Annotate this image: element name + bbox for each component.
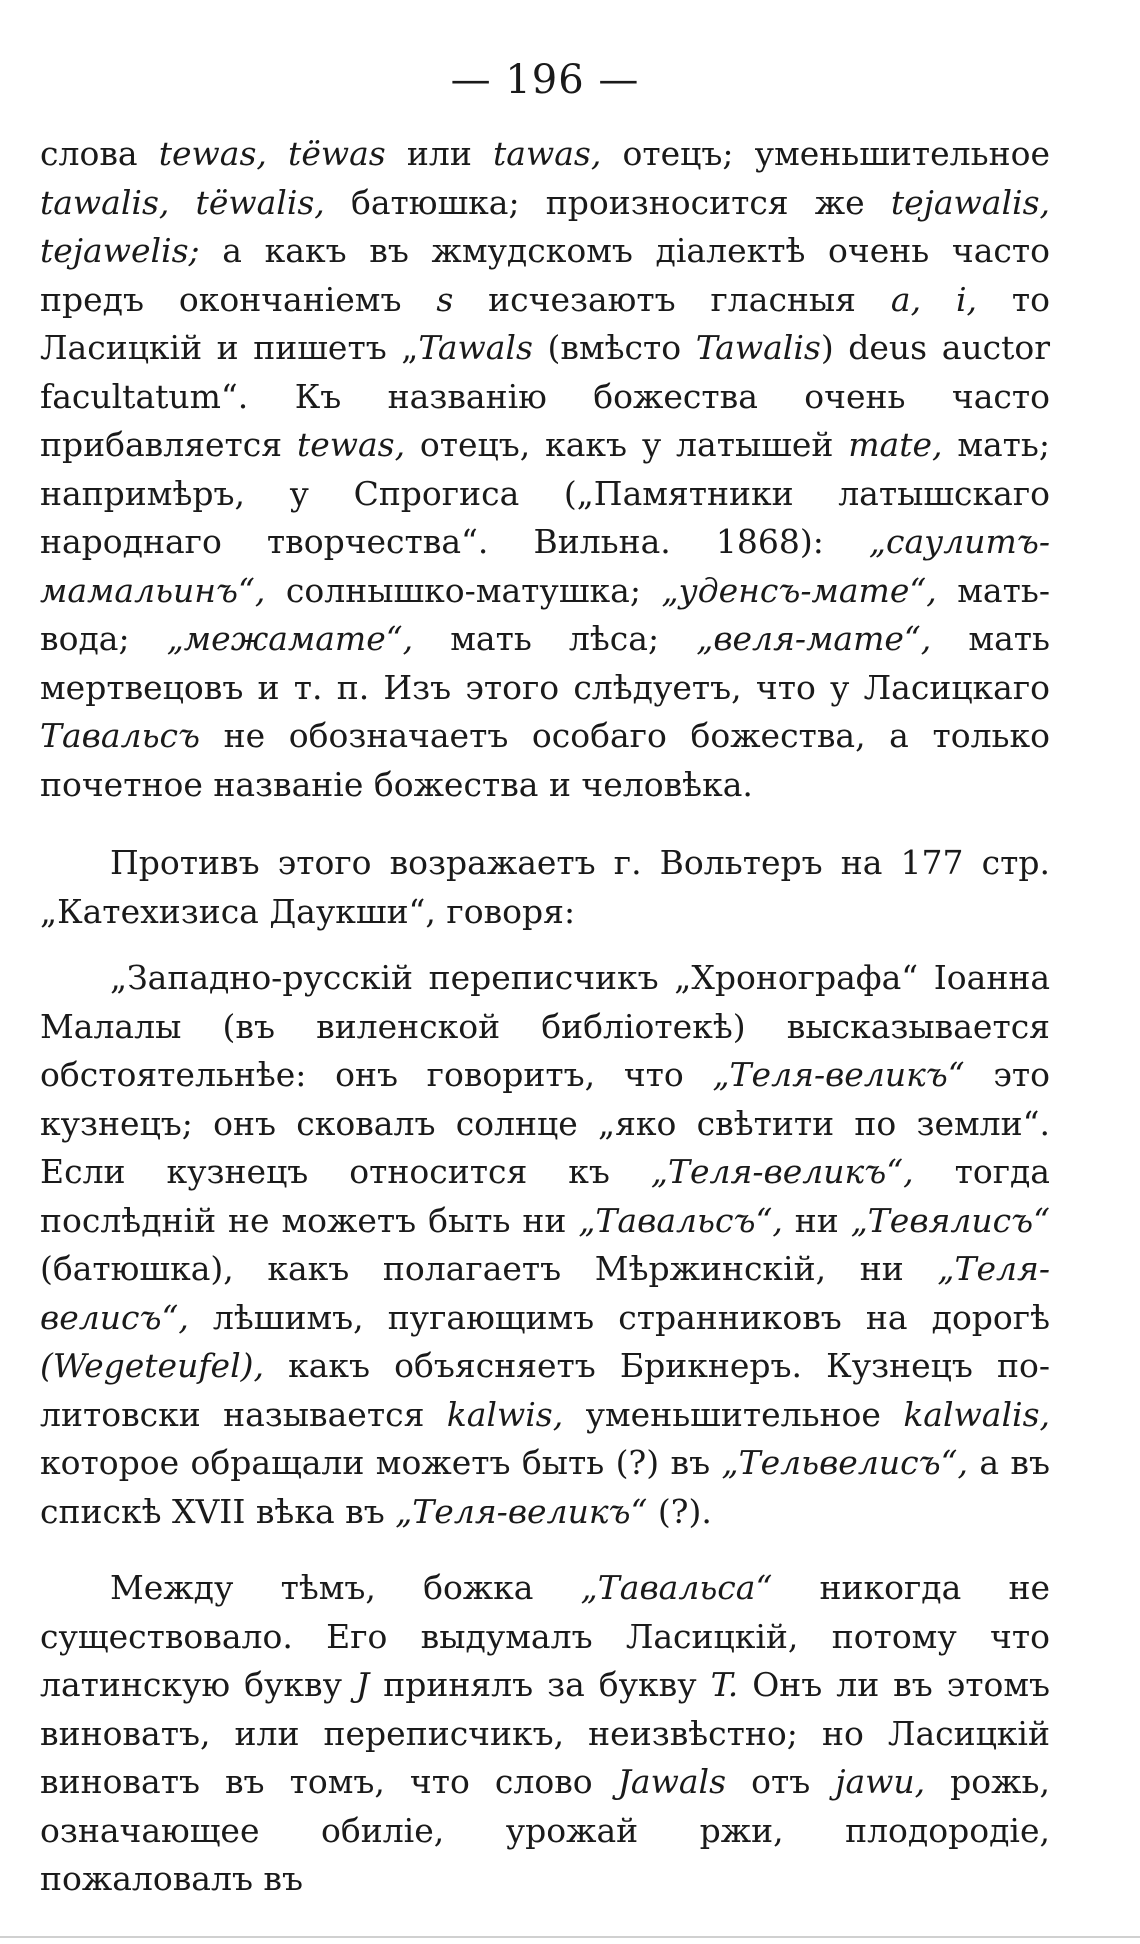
italic-term: „Теля-великъ“ bbox=[712, 1055, 965, 1094]
text-run: исчезаютъ гласныя bbox=[453, 279, 891, 319]
text-run: (?). bbox=[647, 1491, 712, 1531]
italic-term: (Wegeteufel), bbox=[40, 1346, 264, 1385]
text-run: то Ласицкій и пишетъ „ bbox=[40, 279, 1050, 367]
text-run: отецъ, какъ у латышей bbox=[405, 425, 849, 464]
italic-term: tewas, tëwas bbox=[158, 134, 386, 173]
paragraph-1 bbox=[40, 130, 1050, 809]
italic-term: „саулитъ-мамальинъ“, bbox=[40, 522, 1050, 610]
text-run: ни bbox=[782, 1200, 851, 1240]
paragraph-4 bbox=[40, 1564, 1050, 1904]
text-run: лѣшимъ, пугающимъ странниковъ на дорогѣ bbox=[188, 1297, 1050, 1337]
italic-term: s bbox=[436, 279, 454, 319]
text-run: солнышко-матушка; bbox=[265, 570, 662, 610]
text-run: это кузнецъ; онъ сковалъ солнце „яко свѣтити по земли“. Если кузнецъ относится къ bbox=[40, 1055, 1050, 1191]
text-run: или bbox=[385, 134, 494, 173]
text-run: мать мертвецовъ и т. п. Изъ этого слѣдуетъ, что у Ласицкаго bbox=[40, 619, 1050, 707]
italic-term: „Тевялисъ“ bbox=[850, 1200, 1050, 1240]
text-run: Между тѣмъ, божка bbox=[110, 1568, 581, 1607]
text-run: не обозначаетъ особаго божества, а только почетное названіе божества и человѣка. bbox=[40, 716, 1050, 804]
italic-term: jawu, bbox=[835, 1762, 926, 1801]
text-run: а въ спискѣ XVII вѣка въ bbox=[40, 1443, 1051, 1531]
italic-term: tewas, bbox=[296, 425, 406, 464]
italic-term: „Теля-велисъ“, bbox=[40, 1249, 1050, 1337]
italic-term: „веля-мате“, bbox=[696, 619, 932, 658]
italic-term: „Тавальса“ bbox=[580, 1568, 773, 1607]
text-run: Онъ ли въ этомъ виноватъ, или переписчикъ, неизвѣстно; но Ласицкій виноватъ въ томъ, что слово bbox=[40, 1665, 1050, 1801]
italic-term: „межамате“, bbox=[166, 619, 414, 658]
italic-term: Jawals bbox=[617, 1762, 727, 1801]
page-number: — 196 — bbox=[450, 57, 640, 103]
italic-term: „Теля-великъ“, bbox=[650, 1152, 914, 1191]
italic-term: Tawalis bbox=[695, 328, 821, 367]
italic-term: a, i, bbox=[890, 279, 977, 319]
text-run: отецъ; уменьшительное bbox=[601, 134, 1051, 173]
text-run: „Западно-русскій переписчикъ „Хронографа“ Іоанна Малалы (въ виленской библіотекѣ) высказывается обстоятельнѣе: онъ говоритъ, что bbox=[40, 958, 1050, 1094]
text-run: слова bbox=[40, 134, 159, 173]
text-run: (батюшка), какъ полагаетъ Мѣржинскій, ни bbox=[40, 1249, 938, 1288]
text-run: Противъ этого возражаетъ г. Вольтеръ на 177 стр. „Катехизиса Даукши“, говоря: bbox=[40, 843, 1050, 931]
text-run: а какъ въ жмудскомъ діалектѣ очень часто предъ окончаніемъ bbox=[40, 231, 1050, 319]
text-run: какъ объясняетъ Брикнеръ. Кузнецъ по-литовски называется bbox=[40, 1346, 1050, 1434]
italic-term: tawas, bbox=[493, 134, 602, 173]
text-run: мать-вода; bbox=[40, 570, 1050, 658]
text-run: принялъ за букву bbox=[369, 1665, 711, 1704]
text-run: батюшка; произносится же bbox=[324, 182, 891, 222]
text-run: никогда не существовало. Его выдумалъ Ласицкій, потому что латинскую букву bbox=[40, 1568, 1050, 1704]
text-run: отъ bbox=[726, 1762, 836, 1801]
italic-term: T. bbox=[710, 1665, 739, 1704]
book-page bbox=[40, 56, 1050, 1904]
text-run: мать лѣса; bbox=[413, 619, 697, 658]
paragraph-2 bbox=[40, 839, 1050, 936]
text-run: (вмѣсто bbox=[532, 328, 696, 367]
text-run: тогда послѣдній не можетъ быть ни bbox=[40, 1152, 1050, 1240]
text-run: рожь, означающее обиліе, урожай ржи, плодородіе, пожаловалъ въ bbox=[40, 1762, 1050, 1898]
italic-term: „Теля-великъ“ bbox=[395, 1491, 648, 1531]
italic-term: mate, bbox=[848, 425, 943, 464]
paragraph-3-quote bbox=[40, 954, 1050, 1536]
italic-term: J bbox=[356, 1665, 370, 1704]
text-run: уменьшительное bbox=[563, 1394, 904, 1434]
text-run: мать; напримѣръ, у Спрогиса („Памятники латышскаго народнаго творчества“. Вильна. 1868): bbox=[40, 425, 1051, 561]
italic-term: kalwalis, bbox=[903, 1394, 1050, 1434]
text-run: которое обращали можетъ быть (?) въ bbox=[40, 1443, 722, 1482]
italic-term: „Тельвелисъ“, bbox=[721, 1443, 968, 1482]
italic-term: kalwis, bbox=[446, 1394, 564, 1434]
italic-term: „уденсъ-мате“, bbox=[661, 570, 937, 610]
text-run: ) deus auctor facultatum“. Къ названію божества очень часто прибавляется bbox=[40, 328, 1051, 464]
italic-term: „Тавальсъ“, bbox=[578, 1200, 783, 1240]
italic-term: Тавальсъ bbox=[40, 716, 201, 755]
italic-term: Tawals bbox=[418, 328, 533, 367]
page-bottom-edge bbox=[0, 1936, 1140, 1938]
italic-term: tawalis, tëwalis, bbox=[40, 182, 325, 222]
italic-term: tejawalis, tejawelis; bbox=[40, 182, 1050, 270]
